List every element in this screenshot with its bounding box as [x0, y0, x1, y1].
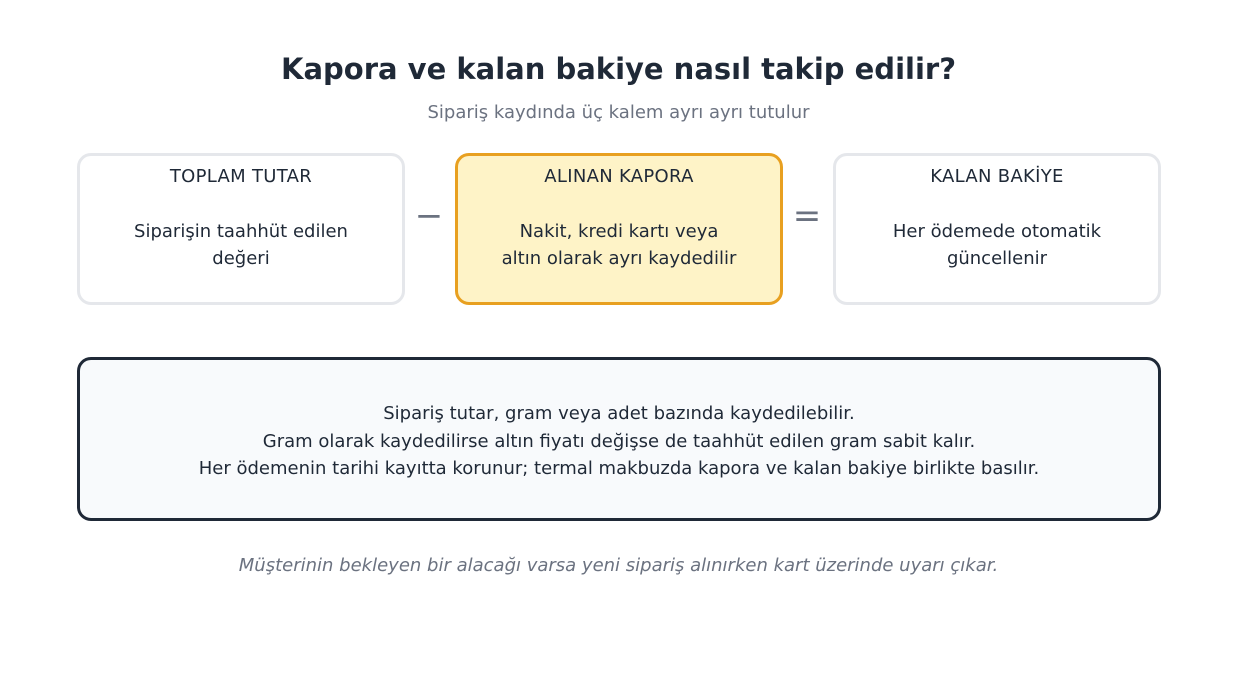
- footer-note: Müşterinin bekleyen bir alacağı varsa yeni sipariş alınırken kart üzerinde uyarı çıkar.: [238, 555, 999, 576]
- total-amount-box: [77, 153, 405, 305]
- balance-heading: KALAN BAKİYE: [930, 166, 1064, 187]
- note-line: Gram olarak kaydedilirse altın fiyatı değişse de taahhüt edilen gram sabit kalır.: [262, 430, 976, 452]
- deposit-box: [455, 153, 783, 305]
- deposit-heading: ALINAN KAPORA: [544, 166, 694, 187]
- minus-operator: −: [414, 196, 444, 236]
- note-line: Her ödemenin tarihi kayıtta korunur; termal makbuzda kapora ve kalan bakiye birlikte basılır.: [198, 458, 1040, 479]
- deposit-desc: Nakit, kredi kartı veya altın olarak ayrı kaydedilir: [501, 220, 737, 269]
- total-amount-heading: TOPLAM TUTAR: [169, 166, 313, 187]
- page-subtitle: Sipariş kaydında üç kalem ayrı ayrı tutulur: [427, 102, 810, 123]
- balance-box: [833, 153, 1161, 305]
- note-line: Sipariş tutar, gram veya adet bazında kaydedilebilir.: [383, 403, 855, 424]
- equals-operator: =: [792, 196, 822, 236]
- info-note-box: [77, 357, 1161, 521]
- page-title: Kapora ve kalan bakiye nasıl takip edilir?: [280, 52, 957, 86]
- total-amount-desc: Siparişin taahhüt edilen değeri: [134, 220, 348, 269]
- balance-desc: Her ödemede otomatik güncellenir: [892, 220, 1102, 269]
